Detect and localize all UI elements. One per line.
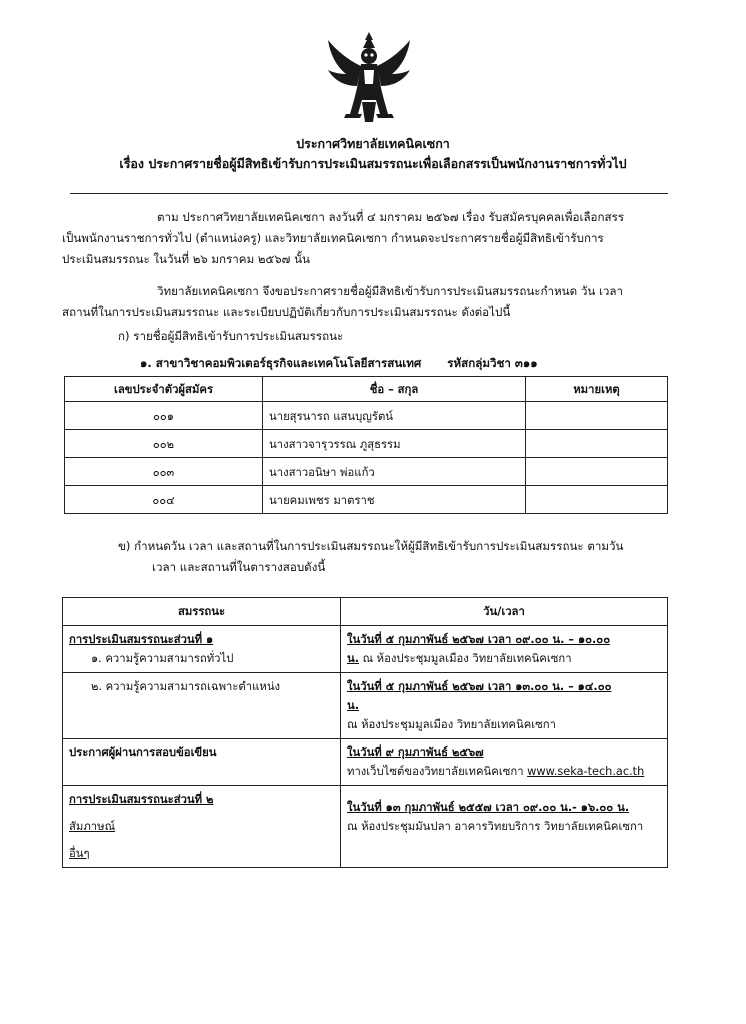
column-header-name: ชื่อ – สกุล <box>263 377 526 402</box>
table-row <box>63 673 668 739</box>
candidate-id: ๐๐๔ <box>65 486 263 514</box>
candidate-id: ๐๐๓ <box>65 458 263 486</box>
table-row <box>63 739 668 786</box>
table-row <box>65 458 668 486</box>
candidate-note <box>526 486 668 514</box>
candidate-name: นายสุรนารถ แสนบุญรัตน์ <box>263 402 526 430</box>
item-a: ก) รายชื่อผู้มีสิทธิเข้ารับการประเมินสมรรถนะ <box>118 329 344 343</box>
announcement-label: ประกาศผู้ผ่านการสอบข้อเขียน <box>69 746 217 759</box>
schedule-competency <box>63 739 341 786</box>
paragraph-1-line-3: ประเมินสมรรถนะ ในวันที่ ๒๖ มกราคม ๒๕๖๗ นั้น <box>62 252 310 266</box>
paragraph-2-line-1: วิทยาลัยเทคนิคเซกา จึงขอประกาศรายชื่อผู้มีสิทธิเข้ารับการประเมินสมรรถนะกำหนด วัน เวลา <box>157 284 624 298</box>
item-b-line-2: เวลา และสถานที่ในตารางสอบดังนี้ <box>152 560 326 574</box>
item-b <box>118 536 666 578</box>
header-divider <box>70 193 668 194</box>
schedule-datetime <box>341 673 668 739</box>
competency-item: อื่นๆ <box>69 847 90 860</box>
candidate-name: นางสาวอนิษา พ่อแก้ว <box>263 458 526 486</box>
venue-text: ณ ห้องประชุมมูลเมือง วิทยาลัยเทคนิคเซกา <box>359 652 572 665</box>
candidate-name: นางสาวจารุวรรณ ภูสุธรรม <box>263 430 526 458</box>
venue-text: ณ ห้องประชุมมันปลา อาคารวิทยบริการ วิทยาลัยเทคนิคเซกา <box>347 820 644 833</box>
schedule-table <box>62 597 668 868</box>
schedule-venue <box>347 649 661 668</box>
column-header-datetime: วัน/เวลา <box>341 598 668 626</box>
schedule-date-end: น. <box>347 652 360 665</box>
schedule-date: ในวันที่ ๙ กุมภาพันธ์ ๒๕๖๗ <box>347 746 484 759</box>
table-row <box>63 786 668 868</box>
department-heading <box>140 355 538 373</box>
paragraph-1-line-1: ตาม ประกาศวิทยาลัยเทคนิคเซกา ลงวันที่ ๔ มกราคม ๒๕๖๗ เรื่อง รับสมัครบุคคลเพื่อเลือกสรร <box>157 210 625 224</box>
schedule-competency <box>63 786 341 868</box>
section-heading: การประเมินสมรรถนะส่วนที่ ๒ <box>69 793 214 806</box>
section-heading: การประเมินสมรรถนะส่วนที่ ๑ <box>69 633 214 646</box>
schedule-date-end: น. <box>347 699 360 712</box>
table-row <box>65 402 668 430</box>
candidates-table <box>64 376 668 514</box>
schedule-datetime <box>341 626 668 673</box>
schedule-competency <box>63 626 341 673</box>
candidate-note <box>526 458 668 486</box>
garuda-emblem-icon <box>326 30 412 126</box>
venue-text: ณ ห้องประชุมมูลเมือง วิทยาลัยเทคนิคเซกา <box>347 718 556 731</box>
candidate-name: นายคมเพชร มาตราช <box>263 486 526 514</box>
paragraph-1-line-2: เป็นพนักงานราชการทั่วไป (ตำแหน่งครู) และวิทยาลัยเทคนิคเซกา กำหนดจะประกาศรายชื่อผู้มีสิทธิเข้ารับการ <box>62 231 604 245</box>
schedule-datetime <box>341 786 668 868</box>
candidate-note <box>526 402 668 430</box>
candidate-id: ๐๐๑ <box>65 402 263 430</box>
table-header-row <box>63 598 668 626</box>
paragraph-1 <box>62 207 668 270</box>
competency-item: ๒. ความรู้ความสามารถเฉพาะตำแหน่ง <box>91 680 281 693</box>
candidate-note <box>526 430 668 458</box>
subject-group-code: รหัสกลุ่มวิชา ๓๑๑ <box>447 356 538 370</box>
table-row <box>63 626 668 673</box>
item-b-line-1: ข) กำหนดวัน เวลา และสถานที่ในการประเมินสมรรถนะให้ผู้มีสิทธิเข้ารับการประเมินสมรรถนะ ตามวัน <box>118 539 624 553</box>
table-header-row <box>65 377 668 402</box>
paragraph-2-line-2: สถานที่ในการประเมินสมรรถนะ และระเบียบปฏิบัติเกี่ยวกับการประเมินสมรรถนะ ดังต่อไปนี้ <box>62 305 511 319</box>
table-row <box>65 430 668 458</box>
competency-item: ๑. ความรู้ความสามารถทั่วไป <box>91 652 234 665</box>
paragraph-2 <box>62 281 668 323</box>
schedule-date: ในวันที่ ๑๓ กุมภาพันธ์ ๒๕๕๗ เวลา ๐๙.๐๐ น.- ๑๖.๐๐ น. <box>347 801 630 814</box>
website-link[interactable]: www.seka-tech.ac.th <box>527 765 645 778</box>
candidate-id: ๐๐๒ <box>65 430 263 458</box>
column-header-competency: สมรรถนะ <box>63 598 341 626</box>
announcement-channel: ทางเว็บไซต์ของวิทยาลัยเทคนิคเซกา <box>347 765 524 778</box>
document-title: ประกาศวิทยาลัยเทคนิคเซกา <box>296 136 450 151</box>
competency-item: สัมภาษณ์ <box>69 820 116 833</box>
schedule-competency <box>63 673 341 739</box>
schedule-datetime <box>341 739 668 786</box>
schedule-date: ในวันที่ ๕ กุมภาพันธ์ ๒๕๖๗ เวลา ๑๓.๐๐ น. – ๑๔.๐๐ <box>347 680 612 693</box>
table-row <box>65 486 668 514</box>
column-header-id: เลขประจำตัวผู้สมัคร <box>65 377 263 402</box>
schedule-date: ในวันที่ ๕ กุมภาพันธ์ ๒๕๖๗ เวลา ๐๙.๐๐ น. – ๑๐.๐๐ <box>347 633 611 646</box>
department-name: ๑. สาขาวิชาคอมพิวเตอร์ธุรกิจและเทคโนโลยีสารสนเทศ <box>140 356 422 370</box>
document-subject: เรื่อง ประกาศรายชื่อผู้มีสิทธิเข้ารับการประเมินสมรรถนะเพื่อเลือกสรรเป็นพนักงานราชการทั่วไป <box>119 156 627 171</box>
column-header-note: หมายเหตุ <box>526 377 668 402</box>
